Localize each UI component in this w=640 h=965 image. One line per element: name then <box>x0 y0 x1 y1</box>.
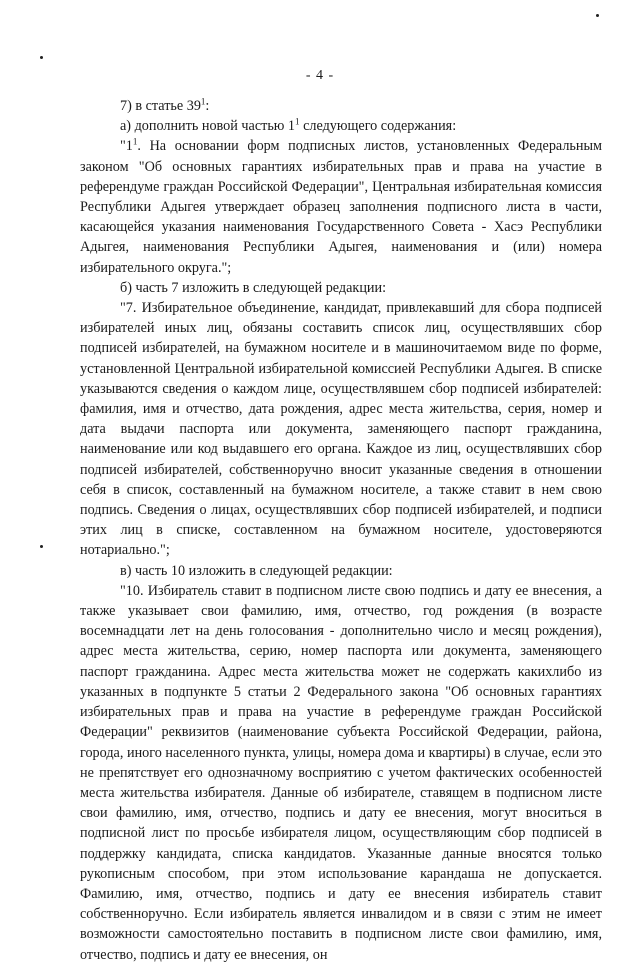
subitem-a-tail: следующего содержания: <box>299 118 457 135</box>
scan-speck <box>40 545 43 548</box>
part-10-paragraph: "10. Избиратель ставит в подписном листе свою подпись и дату ее внесения, а также указывает свои фамилию, имя, отчество, год рождения (в возрасте восемнадцати лет на день голосования - дополнительно число и месяц рождения), адрес места жительства, серию, номер паспорта или документа, заменяющего паспорт гражданина. Адрес места жительства может не содержать какихлибо из указанных в подпункте 5 статьи 2 Федерального закона "Об основных гарантиях избирательных прав и права на участие в референдуме граждан Российской Федерации" реквизитов (наименование субъекта Российской Федерации, района, города, иного населенного пункта, улицы, номера дома и квартиры) в случае, если это не препятствует его однозначному восприятию с учетом фактических особенностей места жительства избирателя. Данные об избирателе, ставящем в подписном листе свои фамилию, имя, отчество, подпись и дату ее внесения, могут вноситься в подписной лист по просьбе избирателя лицом, осуществляющим сбор подписей в поддержку кандидата, списка кандидатов. Указанные данные вносятся только рукописным способом, при этом использование карандаша не допускается. Фамилию, имя, отчество, подпись и дату ее внесения избиратель ставит собственноручно. Если избиратель является инвалидом и в связи с этим не имеет возможности самостоятельно поставить в подписном листе свои фамилию, имя, отчество, подпись и дату ее внесения, он <box>80 582 602 963</box>
scan-speck <box>596 14 599 17</box>
part-1-1-paragraph <box>80 136 602 277</box>
subitem-a-text: а) дополнить новой частью 1 <box>120 118 296 135</box>
document-body <box>80 96 602 965</box>
superscript: 1 <box>132 136 138 147</box>
subitem-c: в) часть 10 изложить в следующей редакции: <box>120 562 393 579</box>
item-7-tail: : <box>205 98 210 114</box>
item-7-text: 7) в статье 39 <box>120 98 201 114</box>
superscript: 1 <box>295 116 300 127</box>
subitem-b: б) часть 7 изложить в следующей редакции: <box>120 279 387 296</box>
subitem-a <box>80 116 602 136</box>
part-1-1-text: . На основании форм подписных листов, установленных Федеральным законом "Об основных гарантиях избирательных прав и права на участие в референдуме граждан Российской Федерации", Центральная избирательная комиссия Республики Адыгея утверждает образец заполнения подписного листа в части, касающейся указания наименования Государственного Совета - Хасэ Республики Адыгея, наименования Республики Адыгея, наименования и (или) номера избирательного округа."; <box>80 138 602 276</box>
part-1-1-prefix: "1 <box>120 138 133 155</box>
item-7 <box>80 96 602 116</box>
part-7-paragraph: "7. Избирательное объединение, кандидат, привлекавший для сбора подписей избирателей иных лиц, обязаны составить список лиц, осуществлявших сбор подписей избирателей, на бумажном носителе и в машиночитаемом виде по форме, установленной Центральной избирательной комиссией Республики Адыгея. В списке указываются сведения о каждом лице, осуществлявшем сбор подписей избирателей: фамилия, имя и отчество, дата рождения, адрес места жительства, серия, номер и дата выдачи паспорта или документа, заменяющего паспорт гражданина, наименование или код выдавшего его органа. Каждое из лиц, осуществлявших сбор подписей избирателей, собственноручно вносит указанные сведения в отношении себя в список, составленный на бумажном носителе, а также ставит в нем свою подпись. Сведения о лицах, осуществлявших сбор подписей избирателей, и подписи этих лиц в списке, составленном на бумажном носителе, удостоверяются нотариально."; <box>80 300 602 559</box>
superscript: 1 <box>200 96 206 107</box>
scan-speck <box>40 56 43 59</box>
page-number: - 4 - <box>305 68 335 83</box>
